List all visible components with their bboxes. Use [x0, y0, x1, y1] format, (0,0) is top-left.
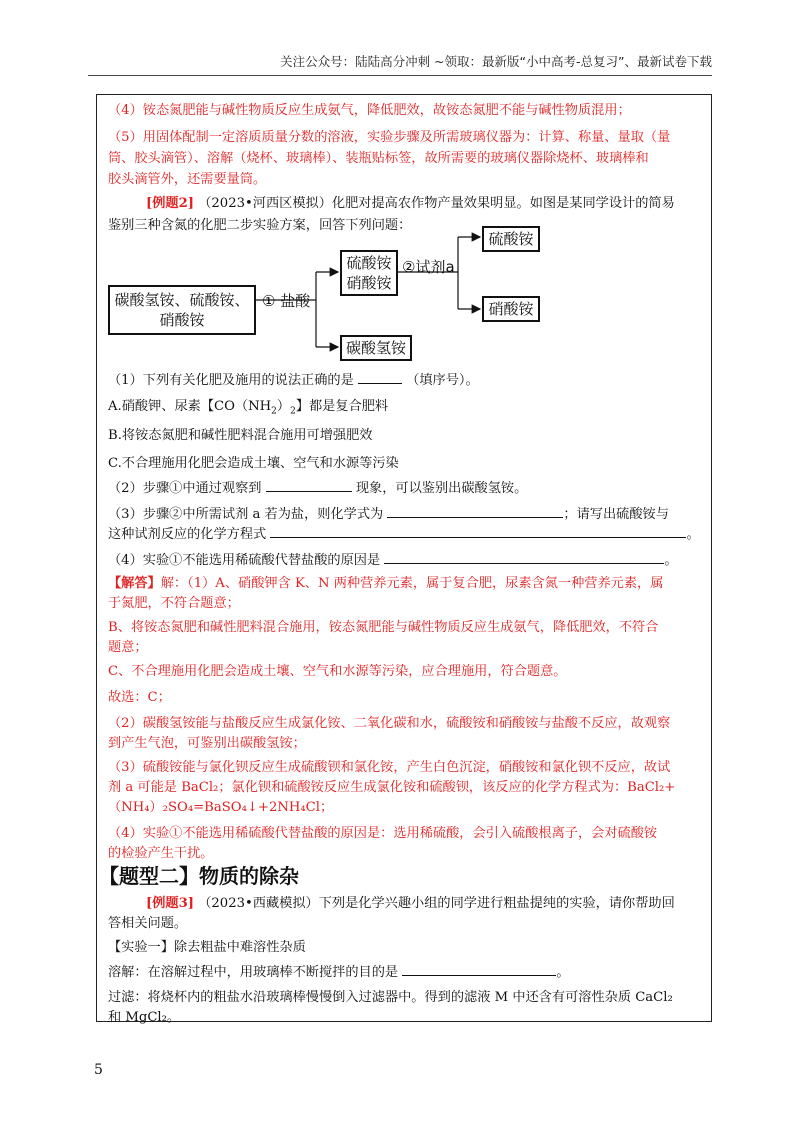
question-4-period: 。 [664, 553, 678, 568]
filter-line1: 过滤：将烧杯内的粗盐水沿玻璃棒慢慢倒入过滤器中。得到的滤液 M 中还含有可溶性杂质 CaCl₂ [108, 990, 673, 1005]
question-4-pre: （4）实验①不能选用稀硫酸代替盐酸的原因是 [108, 553, 381, 568]
dissolve-blank[interactable] [402, 960, 556, 976]
flow-box-start-line2: 硝酸铵 [159, 311, 205, 329]
question-3-period: 。 [686, 527, 700, 542]
dissolve-question [108, 960, 570, 984]
solution-label: 【解答】 [108, 576, 161, 591]
solution-1-line2: 于氮肥，不符合题意； [108, 596, 240, 611]
option-a-post: 】都是复合肥料 [295, 399, 389, 414]
flow-box-result-right: 硝酸铵 [482, 296, 540, 322]
question-2-post: 现象，可以鉴别出碳酸氢铵。 [355, 481, 528, 496]
example2-label: [例题2] [146, 196, 195, 211]
flow-box-start-line1: 碳酸氢铵、硫酸铵、 [114, 291, 250, 309]
question-3-line2 [108, 522, 700, 546]
example3-label: [例题3] [146, 896, 195, 911]
solution-4-line1: （4）实验①不能选用稀硫酸代替盐酸的原因是：选用稀硫酸，会引入硫酸根离子，会对硫酸铵 [108, 826, 658, 841]
page-number: 5 [94, 1062, 103, 1078]
flow-box-mid-line2: 硝酸铵 [346, 274, 392, 292]
page-header: 关注公众号：陆陆高分冲刺 ~领取：最新版“小中高考-总复习”、最新试卷下载 [280, 54, 712, 69]
flow-step1-label: ① 盐酸 [262, 292, 311, 310]
solution-3-line3: （NH₄）₂SO₄=BaSO₄↓+2NH₄Cl； [108, 800, 334, 815]
answer-prev-5-line3: 胶头滴管外，还需要量筒。 [108, 172, 267, 187]
solution-c: C、不合理施用化肥会造成土壤、空气和水源等污染，应合理施用，符合题意。 [108, 664, 567, 679]
flow-box-mid-line1: 硫酸铵 [346, 254, 392, 272]
example2-intro-line2: 鉴别三种含氮的化肥二步实验方案，回答下列问题： [108, 218, 412, 233]
question-4-blank[interactable] [384, 548, 664, 564]
question-3-line2-text: 这种试剂反应的化学方程式 [108, 527, 267, 542]
question-2-blank[interactable] [266, 476, 352, 492]
example3-intro-line1 [146, 892, 675, 915]
solution-3-line2: 剂 a 可能是 BaCl₂；氯化钡和硫酸铵反应生成氯化铵和硫酸钡，该反应的化学方程式为：BaCl₂+ [108, 780, 676, 795]
dissolve-question-text: 溶解：在溶解过程中，用玻璃棒不断搅拌的目的是 [108, 965, 399, 980]
option-b: B.将铵态氮肥和碱性肥料混合施用可增强肥效 [108, 428, 373, 443]
solution-b-line1: B、将铵态氮肥和碱性肥料混合施用，铵态氮肥能与碱性物质反应生成氨气，降低肥效，不符合 [108, 620, 659, 635]
answer-prev-5-line1: （5）用固体配制一定溶质质量分数的溶液，实验步骤及所需玻璃仪器为：计算、称量、量取（量 [108, 130, 671, 145]
flow-box-result-top: 硫酸铵 [482, 226, 540, 252]
example3-intro-text: （2023•西藏模拟）下列是化学兴趣小组的同学进行粗盐提纯的实验，请你帮助回 [198, 896, 675, 911]
question-3-post: ；请写出硫酸铵与 [563, 507, 669, 522]
example2-intro-line1 [146, 192, 675, 215]
question-3-blank-formula[interactable] [387, 502, 563, 518]
solution-1-text: 解：（1）A、硝酸钾含 K、N 两种营养元素，属于复合肥，尿素含氮一种营养元素，属 [160, 576, 664, 591]
option-a-pre: A.硝酸钾、尿素【CO（NH [108, 399, 272, 414]
question-2-pre: （2）步骤①中通过观察到 [108, 481, 262, 496]
example2-intro-text: （2023•河西区模拟）化肥对提高农作物产量效果明显。如图是某同学设计的简易 [198, 196, 675, 211]
option-a-sub: 2 [271, 406, 277, 417]
flow-box-result-bottom: 碳酸氢铵 [340, 335, 412, 361]
option-a-sub2: 2 [290, 406, 296, 417]
experiment-1-title: 【实验一】除去粗盐中难溶性杂质 [108, 940, 306, 955]
solution-b-line2: 题意； [108, 640, 148, 655]
flow-step2-label: ②试剂a [402, 258, 455, 276]
question-1-text: （1）下列有关化肥及施用的说法正确的是 [108, 373, 354, 388]
question-1-suffix: （填序号）。 [406, 373, 479, 388]
solution-choice: 故选：C； [108, 690, 171, 705]
filter-line2: 和 MgCl₂。 [108, 1010, 181, 1025]
solution-2-line1: （2）碳酸氢铵能与盐酸反应生成氯化铵、二氧化碳和水，硫酸铵和硝酸铵与盐酸不反应，故观察 [108, 716, 671, 731]
flow-box-start [108, 285, 256, 335]
dissolve-period: 。 [556, 965, 570, 980]
question-4 [108, 548, 678, 572]
option-a-mid: ） [276, 399, 291, 414]
answer-prev-5-line2: 筒、胶头滴管）、溶解（烧杯、玻璃棒）、装瓶贴标签，故所需要的玻璃仪器除烧杯、玻璃棒和 [108, 151, 649, 166]
solution-4-line2: 的检验产生干扰。 [108, 846, 214, 861]
question-3-blank-equation[interactable] [270, 522, 686, 538]
option-a [108, 395, 388, 424]
question-2 [108, 476, 527, 500]
flow-box-mid [340, 250, 398, 296]
solution-3-line1: （3）硫酸铵能与氯化钡反应生成硫酸钡和氯化铵，产生白色沉淀，硝酸铵和氯化钡不反应，故试 [108, 760, 671, 775]
example3-intro-line2: 答相关问题。 [108, 916, 188, 931]
answer-prev-4: （4）铵态氮肥能与碱性物质反应生成氨气，降低肥效，故铵态氮肥不能与碱性物质混用； [108, 103, 631, 118]
question-3-pre: （3）步骤②中所需试剂 a 若为盐，则化学式为 [108, 507, 384, 522]
option-c: C.不合理施用化肥会造成土壤、空气和水源等污染 [108, 456, 399, 471]
solution-2-line2: 到产生气泡，可鉴别出碳酸氢铵； [108, 736, 306, 751]
section-title: 【题型二】物质的除杂 [99, 864, 299, 888]
question-1 [108, 368, 479, 392]
header-divider [88, 75, 712, 76]
question-1-blank[interactable] [358, 368, 402, 384]
